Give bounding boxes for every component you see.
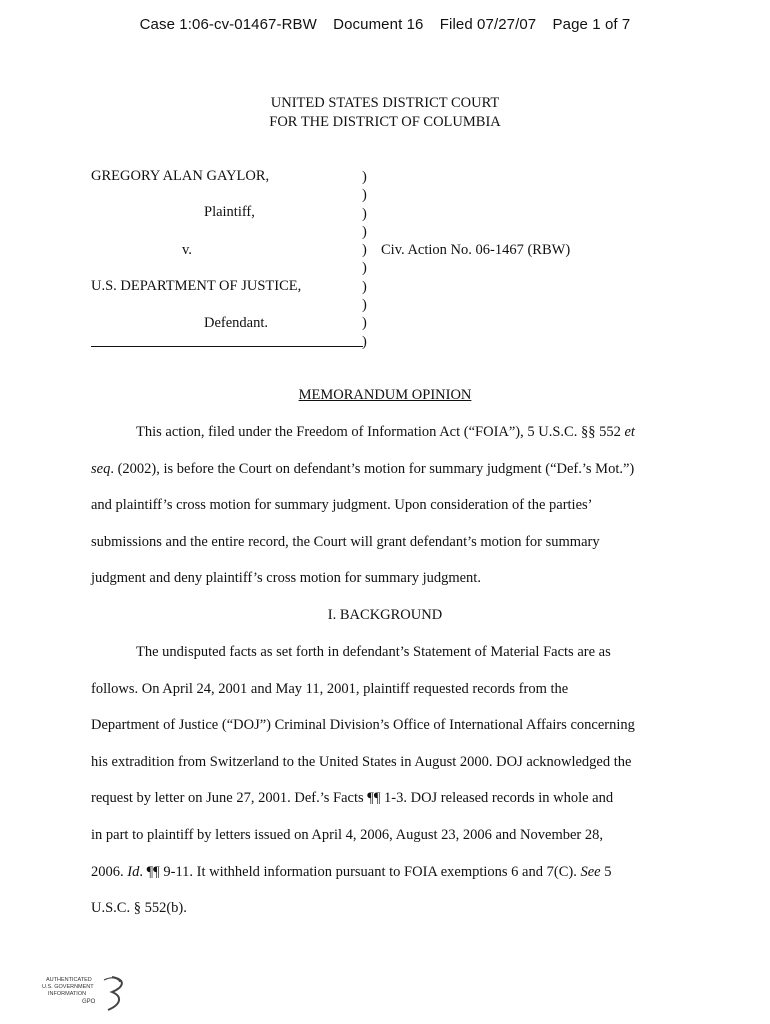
plaintiff-name: GREGORY ALAN GAYLOR,	[91, 168, 270, 184]
plaintiff-label: Plaintiff,	[204, 204, 255, 220]
gpo-authenticated-logo	[42, 974, 132, 1014]
page-number: Page 1 of 7	[552, 16, 631, 33]
filed-date: Filed 07/27/07	[439, 16, 537, 33]
defendant-label: Defendant.	[204, 315, 269, 331]
case-number: Case 1:06-cv-01467-RBW	[139, 16, 317, 33]
text-line: follows. On April 24, 2001 and May 11, 2001, plaintiff requested records from the	[91, 681, 569, 697]
text-line: and plaintiff’s cross motion for summary judgment. Upon consideration of the parties’	[91, 497, 593, 513]
civil-action-number: Civ. Action No. 06-1467 (RBW)	[381, 242, 571, 258]
logo-line-3: INFORMATION	[48, 991, 87, 997]
text-line: seq. (2002), is before the Court on defendant’s motion for summary judgment (“Def.’s Mot.”)	[91, 461, 635, 477]
text-line: his extradition from Switzerland to the United States in August 2000. DOJ acknowledged the	[91, 754, 632, 770]
caption-parentheses: ) ) ) ) ) ) ) ) ) )	[362, 169, 367, 350]
caption-rule	[91, 346, 363, 347]
court-line-2: FOR THE DISTRICT OF COLUMBIA	[269, 114, 501, 130]
logo-line-4: GPO	[82, 999, 96, 1005]
text-line: judgment and deny plaintiff’s cross motion for summary judgment.	[91, 570, 481, 586]
logo-line-2: U.S. GOVERNMENT	[42, 984, 94, 990]
logo-line-1: AUTHENTICATED	[46, 977, 92, 983]
court-name	[0, 94, 770, 132]
versus: v.	[182, 242, 192, 258]
text-line: 2006. Id. ¶¶ 9-11. It withheld information pursuant to FOIA exemptions 6 and 7(C). See 5	[91, 864, 612, 880]
text-line: request by letter on June 27, 2001. Def.’s Facts ¶¶ 1-3. DOJ released records in whole and	[91, 790, 614, 806]
text-line: Department of Justice (“DOJ”) Criminal Division’s Office of International Affairs concerning	[91, 717, 635, 733]
section-heading: I. BACKGROUND	[327, 607, 443, 623]
document-title: MEMORANDUM OPINION	[298, 387, 472, 403]
document-number: Document 16	[333, 16, 424, 33]
text-line: in part to plaintiff by letters issued on April 4, 2006, August 23, 2006 and November 28,	[91, 827, 604, 843]
defendant-name: U.S. DEPARTMENT OF JUSTICE,	[91, 278, 302, 294]
text-line: This action, filed under the Freedom of Information Act (“FOIA”), 5 U.S.C. §§ 552 et	[136, 424, 635, 440]
filing-header	[0, 16, 770, 33]
text-line: U.S.C. § 552(b).	[91, 900, 187, 916]
text-line: submissions and the entire record, the Court will grant defendant’s motion for summary	[91, 534, 600, 550]
text-line: The undisputed facts as set forth in defendant’s Statement of Material Facts are as	[136, 644, 611, 660]
court-line-1: UNITED STATES DISTRICT COURT	[270, 95, 500, 111]
